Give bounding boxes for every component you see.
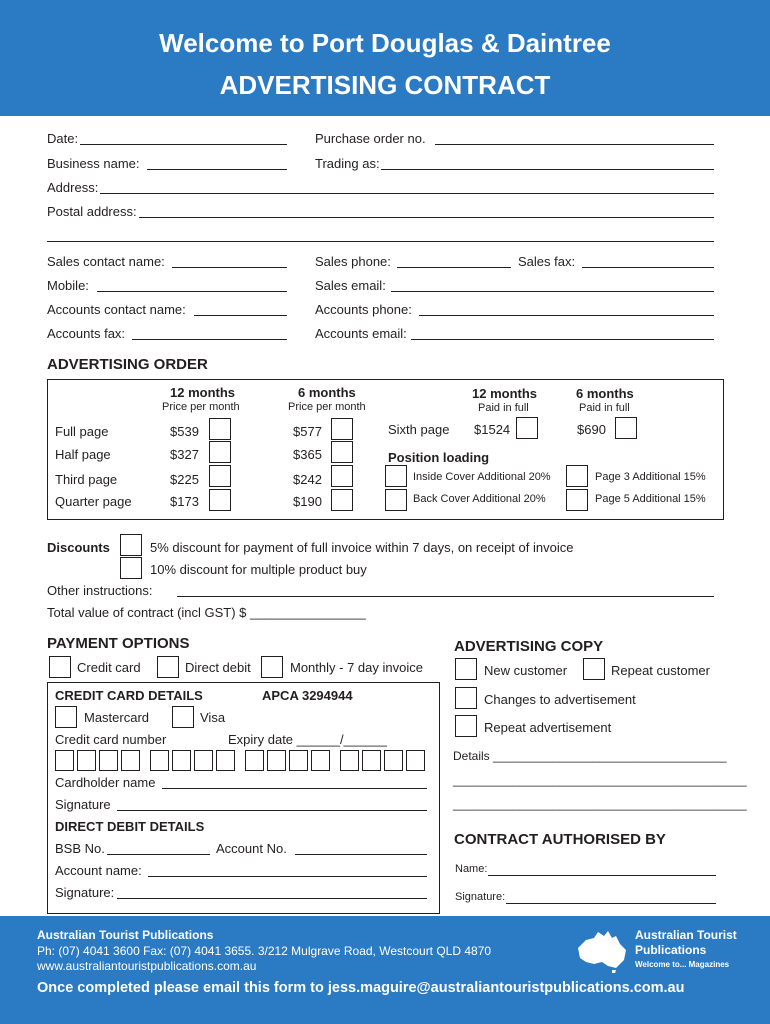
col-12m-full-header: 12 months (472, 386, 538, 401)
cardholder-field[interactable] (162, 788, 427, 789)
accounts-email-field[interactable] (411, 339, 714, 340)
page5-label: Page 5 Additional 15% (595, 493, 706, 505)
apca-number: APCA 3294944 (262, 688, 353, 703)
row-label-full-page: Full page (55, 424, 109, 439)
checkbox-back-cover[interactable] (385, 489, 407, 511)
footer-contact: Ph: (07) 4041 3600 Fax: (07) 4041 3655. 3/212 Mulgrave Road, Westcourt QLD 4870 (37, 944, 492, 958)
auth-name-field[interactable] (488, 875, 716, 876)
sales-fax-label: Sales fax: (518, 254, 576, 269)
footer-company: Australian Tourist Publications (37, 928, 214, 942)
changes-label: Changes to advertisement (484, 692, 636, 707)
sales-fax-field[interactable] (582, 267, 714, 268)
accounts-phone-label: Accounts phone: (315, 302, 412, 317)
details-field[interactable]: Details ___________________________________ (453, 749, 727, 763)
cc-digit-box[interactable] (194, 750, 213, 771)
cc-signature-label: Signature (55, 797, 111, 812)
advertising-order-title: ADVERTISING ORDER (47, 356, 208, 373)
discount-5-label: 5% discount for payment of full invoice within 7 days, on receipt of invoice (150, 540, 574, 555)
cc-signature-field[interactable] (117, 810, 427, 811)
price-quarter-page-6m: $190 (293, 494, 322, 509)
date-field[interactable] (80, 144, 287, 145)
checkbox-full-page-6m[interactable] (331, 418, 353, 440)
accounts-fax-label: Accounts fax: (47, 326, 126, 341)
mobile-label: Mobile: (47, 278, 89, 293)
cc-digit-box[interactable] (289, 750, 308, 771)
cc-digit-box[interactable] (267, 750, 286, 771)
postal-address-label: Postal address: (47, 204, 137, 219)
address-field[interactable] (100, 193, 714, 194)
checkbox-changes[interactable] (455, 687, 477, 709)
other-instructions-field[interactable] (177, 596, 714, 597)
checkbox-discount-10[interactable] (120, 557, 142, 579)
checkbox-repeat-customer[interactable] (583, 658, 605, 680)
auth-name-label: Name: (455, 863, 488, 875)
sixth-page-label: Sixth page (388, 422, 450, 437)
cc-number-label: Credit card number (55, 732, 167, 747)
checkbox-page5[interactable] (566, 489, 588, 511)
price-half-page-6m: $365 (293, 447, 322, 462)
row-label-quarter-page: Quarter page (55, 494, 132, 509)
trading-as-label: Trading as: (315, 156, 380, 171)
checkbox-quarter-page-6m[interactable] (331, 489, 353, 511)
cc-digit-box[interactable] (384, 750, 403, 771)
price-full-page-6m: $577 (293, 424, 322, 439)
cc-digit-box[interactable] (55, 750, 74, 771)
business-name-label: Business name: (47, 156, 140, 171)
cc-digit-box[interactable] (77, 750, 96, 771)
cc-digit-box[interactable] (245, 750, 264, 771)
cc-details-title: CREDIT CARD DETAILS (55, 688, 203, 703)
other-instructions-label: Other instructions: (47, 583, 153, 598)
details-field-3[interactable]: ____________________________________________ (453, 797, 747, 811)
price-half-page-12m: $327 (170, 447, 199, 462)
col-12m-sub: Price per month (162, 401, 240, 413)
cardholder-label: Cardholder name (55, 775, 156, 790)
cc-digit-box[interactable] (216, 750, 235, 771)
logo-line2: Publications (635, 943, 707, 957)
footer (0, 916, 770, 1024)
accounts-phone-field[interactable] (419, 315, 714, 316)
page3-label: Page 3 Additional 15% (595, 471, 706, 483)
col-12m-full-sub: Paid in full (478, 402, 529, 414)
accounts-fax-field[interactable] (132, 339, 287, 340)
price-third-page-12m: $225 (170, 472, 199, 487)
repeat-ad-label: Repeat advertisement (484, 720, 612, 735)
col-6m-full-sub: Paid in full (579, 402, 630, 414)
price-full-page-12m: $539 (170, 424, 199, 439)
header-subtitle: ADVERTISING CONTRACT (219, 70, 551, 100)
bsb-field[interactable] (107, 854, 210, 855)
checkbox-third-page-6m[interactable] (331, 465, 353, 487)
discounts-label: Discounts (47, 540, 110, 555)
sixth-page-6m-price: $690 (577, 422, 606, 437)
logo-tagline: Welcome to... Magazines (635, 960, 730, 969)
checkbox-monthly[interactable] (261, 656, 283, 678)
sales-email-label: Sales email: (315, 278, 386, 293)
total-value-label[interactable]: Total value of contract (incl GST) $ ________________ (47, 605, 366, 620)
checkbox-credit-card[interactable] (49, 656, 71, 678)
account-no-label: Account No. (216, 841, 287, 856)
australia-map-icon (572, 928, 632, 974)
cc-digit-box[interactable] (121, 750, 140, 771)
col-12m-header: 12 months (170, 385, 236, 400)
accounts-email-label: Accounts email: (315, 326, 407, 341)
mastercard-label: Mastercard (84, 710, 150, 725)
credit-card-label: Credit card (77, 660, 141, 675)
cc-digit-box[interactable] (406, 750, 425, 771)
details-field-2[interactable]: ____________________________________________ (453, 773, 747, 787)
cc-digit-box[interactable] (311, 750, 330, 771)
repeat-customer-label: Repeat customer (611, 663, 710, 678)
checkbox-new-customer[interactable] (455, 658, 477, 680)
dd-signature-label: Signature: (55, 885, 115, 900)
trading-as-field[interactable] (381, 169, 714, 170)
logo-line1: Australian Tourist (635, 928, 737, 942)
header-title: Welcome to Port Douglas & Daintree (159, 28, 611, 58)
cc-digit-box[interactable] (172, 750, 191, 771)
cc-digit-box[interactable] (150, 750, 169, 771)
checkbox-third-page-12m[interactable] (209, 465, 231, 487)
mobile-field[interactable] (97, 291, 287, 292)
purchase-order-field[interactable] (435, 144, 714, 145)
col-6m-full-header: 6 months (576, 386, 634, 401)
new-customer-label: New customer (484, 663, 568, 678)
date-label: Date: (47, 131, 79, 146)
bsb-label: BSB No. (55, 841, 105, 856)
sales-phone-label: Sales phone: (315, 254, 391, 269)
account-no-field[interactable] (295, 854, 427, 855)
sales-contact-label: Sales contact name: (47, 254, 165, 269)
payment-options-title: PAYMENT OPTIONS (47, 635, 190, 652)
checkbox-visa[interactable] (172, 706, 194, 728)
expiry-field[interactable]: Expiry date ______/______ (228, 732, 388, 747)
price-third-page-6m: $242 (293, 472, 322, 487)
position-loading-title: Position loading (388, 450, 490, 465)
checkbox-half-page-12m[interactable] (209, 441, 231, 463)
direct-debit-label: Direct debit (185, 660, 251, 675)
postal-address-field[interactable] (139, 217, 714, 218)
checkbox-half-page-6m[interactable] (331, 441, 353, 463)
discount-10-label: 10% discount for multiple product buy (150, 562, 367, 577)
monthly-label: Monthly - 7 day invoice (290, 660, 423, 675)
auth-signature-field[interactable] (506, 903, 716, 904)
checkbox-sixth-page-12m[interactable] (516, 417, 538, 439)
account-name-field[interactable] (148, 876, 427, 877)
email-instruction: Once completed please email this form to jess.maguire@australiantouristpublications.com.au (37, 980, 685, 996)
advertising-copy-title: ADVERTISING COPY (454, 638, 604, 655)
price-quarter-page-12m: $173 (170, 494, 199, 509)
checkbox-inside-cover[interactable] (385, 465, 407, 487)
checkbox-full-page-12m[interactable] (209, 418, 231, 440)
purchase-order-label: Purchase order no. (315, 131, 426, 146)
col-6m-sub: Price per month (288, 401, 366, 413)
dd-signature-field[interactable] (117, 898, 427, 899)
cc-digit-box[interactable] (340, 750, 359, 771)
sales-phone-field[interactable] (397, 267, 511, 268)
dd-details-title: DIRECT DEBIT DETAILS (55, 819, 205, 834)
checkbox-mastercard[interactable] (55, 706, 77, 728)
col-6m-header: 6 months (298, 385, 356, 400)
sales-email-field[interactable] (391, 291, 714, 292)
inside-cover-label: Inside Cover Additional 20% (413, 471, 551, 483)
back-cover-label: Back Cover Additional 20% (413, 493, 546, 505)
checkbox-repeat-ad[interactable] (455, 715, 477, 737)
checkbox-discount-5[interactable] (120, 534, 142, 556)
checkbox-page3[interactable] (566, 465, 588, 487)
header-banner (0, 0, 770, 116)
auth-signature-label: Signature: (455, 891, 506, 903)
checkbox-quarter-page-12m[interactable] (209, 489, 231, 511)
visa-label: Visa (200, 710, 226, 725)
checkbox-sixth-page-6m[interactable] (615, 417, 637, 439)
account-name-label: Account name: (55, 863, 142, 878)
address-label: Address: (47, 180, 99, 195)
checkbox-direct-debit[interactable] (157, 656, 179, 678)
cc-digit-box[interactable] (362, 750, 381, 771)
footer-website[interactable]: www.australiantouristpublications.com.au (37, 959, 257, 973)
row-label-half-page: Half page (55, 447, 111, 462)
row-label-third-page: Third page (55, 472, 118, 487)
business-name-field[interactable] (147, 169, 287, 170)
accounts-contact-field[interactable] (194, 315, 287, 316)
contract-authorised-title: CONTRACT AUTHORISED BY (454, 831, 666, 848)
accounts-contact-label: Accounts contact name: (47, 302, 186, 317)
postal-address-field-2[interactable] (47, 241, 714, 242)
sixth-page-12m-price: $1524 (474, 422, 511, 437)
cc-digit-box[interactable] (99, 750, 118, 771)
sales-contact-field[interactable] (172, 267, 287, 268)
